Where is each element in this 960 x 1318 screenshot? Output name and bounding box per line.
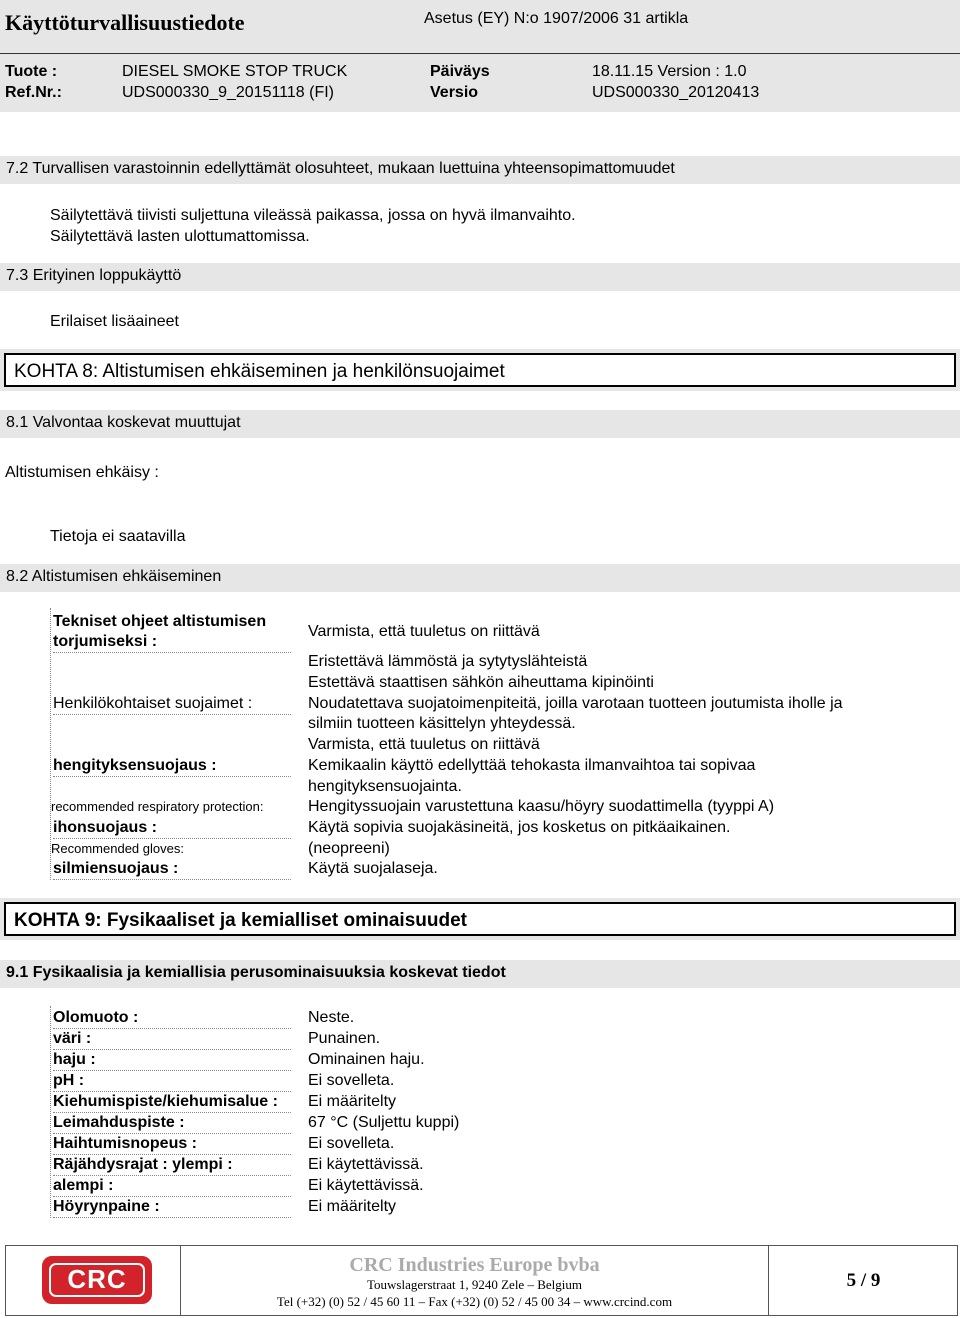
ppe-value-line-4: silmiin tuotteen käsittelyn yhteydessä. [308, 715, 576, 732]
property-value: Ei sovelleta. [308, 1135, 395, 1152]
section-9-1-heading: 9.1 Fysikaalisia ja kemiallisia perusominaisuuksia koskevat tiedot [0, 960, 960, 988]
ref-label: Ref.Nr.: [5, 84, 62, 101]
property-value: 67 °C (Suljettu kuppi) [308, 1114, 460, 1131]
recommended-gloves-label: Recommended gloves: [51, 841, 184, 856]
section-8-1-heading: 8.1 Valvontaa koskevat muuttujat [0, 410, 960, 438]
property-label: Räjähdysrajat : ylempi : [53, 1154, 291, 1176]
date-value: 18.11.15 Version : 1.0 [592, 63, 747, 80]
ppe-value-line-2: Estettävä staattisen sähkön aiheuttama kipinöinti [308, 674, 654, 691]
section-8-2-heading: 8.2 Altistumisen ehkäiseminen [0, 564, 960, 592]
ppe-value-line-8: Hengityssuojain varustettuna kaasu/höyry suodattimella (tyyppi A) [308, 798, 775, 815]
crc-logo [42, 1256, 152, 1304]
section-8-title: KOHTA 8: Altistumisen ehkäiseminen ja henkilönsuojaimet [4, 353, 956, 387]
ppe-value-line-1: Eristettävä lämmöstä ja sytytyslähteistä [308, 653, 588, 670]
tech-guidance-label-1: Tekniset ohjeet altistumisen [53, 613, 267, 630]
product-label: Tuote : [5, 63, 58, 80]
ppe-value-line-5: Varmista, että tuuletus on riittävä [308, 736, 540, 753]
property-label: väri : [53, 1028, 291, 1050]
property-value: Ei käytettävissä. [308, 1177, 424, 1194]
property-label: Olomuoto : [53, 1007, 291, 1029]
property-label: Kiehumispiste/kiehumisalue : [53, 1091, 291, 1113]
property-value: Neste. [308, 1009, 355, 1026]
footer-logo-cell [6, 1246, 181, 1315]
page-footer [5, 1245, 958, 1316]
property-value: Ei käytettävissä. [308, 1156, 424, 1173]
product-value: DIESEL SMOKE STOP TRUCK [122, 63, 348, 80]
exposure-control-text: Tietoja ei saatavilla [50, 528, 186, 545]
property-value: Ei sovelleta. [308, 1072, 395, 1089]
exposure-control-label: Altistumisen ehkäisy : [5, 464, 159, 481]
property-label: alempi : [53, 1175, 291, 1197]
ppe-value-line-10: (neopreeni) [308, 840, 390, 857]
ppe-value-line-3: Noudatettava suojatoimenpiteitä, joilla varotaan tuotteen joutumista iholle ja [308, 695, 843, 712]
ref-value: UDS000330_9_20151118 (FI) [122, 84, 334, 101]
crc-logo-text: CRC [67, 1264, 127, 1294]
section-8-banner [0, 349, 960, 391]
property-value: Ominainen haju. [308, 1051, 425, 1068]
section-7-2-heading: 7.2 Turvallisen varastoinnin edellyttämät olosuhteet, mukaan luettuina yhteensopimattomuudet [0, 156, 960, 184]
property-label: Haihtumisnopeus : [53, 1133, 291, 1155]
ppe-value-line-9: Käytä sopivia suojakäsineitä, jos kosketus on pitkäaikainen. [308, 819, 731, 836]
header-divider [0, 53, 960, 54]
storage-line-2: Säilytettävä lasten ulottumattomissa. [50, 228, 310, 245]
storage-line-1: Säilytettävä tiivisti suljettuna vileässä paikassa, jossa on hyvä ilmanvaihto. [50, 207, 576, 224]
section-9-title: KOHTA 9: Fysikaaliset ja kemialliset ominaisuudet [4, 902, 956, 936]
personal-protection-label: Henkilökohtaiset suojaimet : [53, 693, 291, 715]
ppe-value-line-7: hengityksensuojainta. [308, 778, 462, 795]
property-value: Ei määritelty [308, 1093, 397, 1110]
footer-address: Touwslagerstraat 1, 9240 Zele – Belgium [367, 1277, 582, 1292]
date-label: Päiväys [430, 63, 490, 80]
property-value: Punainen. [308, 1030, 381, 1047]
property-value: Ei määritelty [308, 1198, 397, 1215]
recommended-respiratory-label: recommended respiratory protection: [51, 799, 264, 814]
section-7-3-heading: 7.3 Erityinen loppukäyttö [0, 263, 960, 291]
property-label: Höyrynpaine : [53, 1196, 291, 1218]
respiratory-label: hengityksensuojaus : [53, 755, 291, 777]
skin-protection-label: ihonsuojaus : [53, 817, 291, 839]
end-use-text: Erilaiset lisäaineet [50, 313, 179, 330]
footer-contact: Tel (+32) (0) 52 / 45 60 11 – Fax (+32) (0) 52 / 45 00 34 – www.crcind.com [276, 1294, 673, 1309]
regulation-reference: Asetus (EY) N:o 1907/2006 31 artikla [424, 10, 689, 27]
ppe-value-line-11: Käytä suojalaseja. [308, 860, 438, 877]
document-title: Käyttöturvallisuustiedote [5, 10, 245, 35]
tech-guidance-value: Varmista, että tuuletus on riittävä [308, 623, 540, 640]
version-value: UDS000330_20120413 [592, 84, 760, 101]
footer-page-cell [768, 1246, 957, 1315]
version-label: Versio [430, 84, 479, 101]
footer-company: CRC Industries Europe bvba [349, 1254, 600, 1276]
tech-guidance-label-2: torjumiseksi : [53, 631, 291, 653]
property-label: Leimahduspiste : [53, 1112, 291, 1134]
property-label: haju : [53, 1049, 291, 1071]
property-label: pH : [53, 1070, 291, 1092]
eye-protection-label: silmiensuojaus : [53, 858, 291, 880]
ppe-value-line-6: Kemikaalin käyttö edellyttää tehokasta ilmanvaihtoa tai sopivaa [308, 757, 756, 774]
section-9-banner [0, 898, 960, 940]
page-number: 5 / 9 [846, 1270, 881, 1291]
